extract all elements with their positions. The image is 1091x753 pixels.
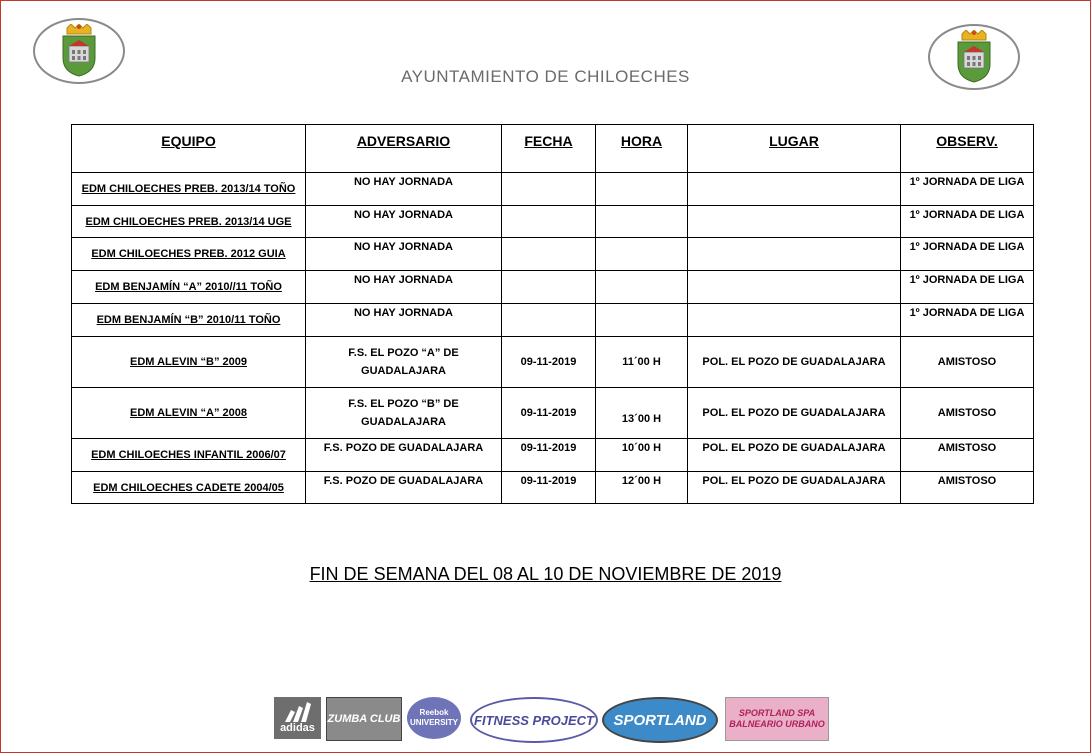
notes-cell: 1º JORNADA DE LIGA (901, 238, 1034, 271)
opponent-cell: F.S. POZO DE GUADALAJARA (306, 472, 502, 504)
fitness-project-logo-icon: FITNESS PROJECT (470, 697, 598, 743)
opponent-cell: NO HAY JORNADA (306, 206, 502, 238)
opponent-cell: F.S. EL POZO “B” DE GUADALAJARA (306, 388, 502, 439)
time-cell (596, 304, 688, 337)
date-cell: 09-11-2019 (502, 337, 596, 388)
column-header-observ: OBSERV. (901, 125, 1034, 173)
place-cell: POL. EL POZO DE GUADALAJARA (688, 472, 901, 504)
sportland-spa-logo-icon: SPORTLAND SPA BALNEARIO URBANO (725, 697, 829, 741)
table-row (72, 173, 1034, 206)
adidas-stripes-icon (283, 702, 313, 722)
place-cell: POL. EL POZO DE GUADALAJARA (688, 388, 901, 439)
opponent-cell: NO HAY JORNADA (306, 238, 502, 271)
table-row (72, 388, 1034, 439)
table-row (72, 206, 1034, 238)
notes-cell: AMISTOSO (901, 472, 1034, 504)
zumba-club-logo-icon: ZUMBA CLUB (326, 697, 402, 741)
notes-cell: 1º JORNADA DE LIGA (901, 304, 1034, 337)
column-header-equipo: EQUIPO (72, 125, 306, 173)
table-row (72, 271, 1034, 304)
time-cell (596, 206, 688, 238)
date-cell: 09-11-2019 (502, 388, 596, 439)
date-cell (502, 206, 596, 238)
adidas-logo-icon: adidas (274, 697, 321, 739)
time-cell (596, 271, 688, 304)
time-cell: 13´00 H (596, 388, 688, 439)
page-title: AYUNTAMIENTO DE CHILOECHES (401, 67, 690, 86)
date-cell (502, 271, 596, 304)
date-cell: 09-11-2019 (502, 472, 596, 504)
date-cell (502, 304, 596, 337)
place-cell: POL. EL POZO DE GUADALAJARA (688, 337, 901, 388)
opponent-cell: NO HAY JORNADA (306, 173, 502, 206)
notes-cell: 1º JORNADA DE LIGA (901, 271, 1034, 304)
table-row (72, 304, 1034, 337)
team-cell: EDM CHILOECHES INFANTIL 2006/07 (72, 439, 306, 472)
notes-cell: 1º JORNADA DE LIGA (901, 173, 1034, 206)
time-cell: 10´00 H (596, 439, 688, 472)
reebok-logo-icon: Reebok UNIVERSITY (407, 697, 461, 739)
opponent-cell: F.S. POZO DE GUADALAJARA (306, 439, 502, 472)
table-row (72, 439, 1034, 472)
date-cell (502, 238, 596, 271)
place-cell: POL. EL POZO DE GUADALAJARA (688, 439, 901, 472)
notes-cell: AMISTOSO (901, 388, 1034, 439)
column-header-adversario: ADVERSARIO (306, 125, 502, 173)
table-row (72, 238, 1034, 271)
table-row (72, 472, 1034, 504)
notes-cell: AMISTOSO (901, 439, 1034, 472)
place-cell (688, 271, 901, 304)
time-cell (596, 173, 688, 206)
team-cell: EDM CHILOECHES PREB. 2013/14 TOÑO (72, 173, 306, 206)
weekend-heading: FIN DE SEMANA DEL 08 AL 10 DE NOVIEMBRE DE 2019 (309, 564, 782, 584)
sportland-logo-icon: SPORTLAND (602, 697, 718, 743)
table-header-row (72, 125, 1034, 173)
table-row (72, 337, 1034, 388)
team-cell: EDM BENJAMÍN “B” 2010/11 TOÑO (72, 304, 306, 337)
team-cell: EDM CHILOECHES CADETE 2004/05 (72, 472, 306, 504)
match-schedule-table (71, 124, 1034, 504)
time-cell: 12´00 H (596, 472, 688, 504)
opponent-cell: NO HAY JORNADA (306, 271, 502, 304)
column-header-lugar: LUGAR (688, 125, 901, 173)
date-cell (502, 173, 596, 206)
team-cell: EDM BENJAMÍN “A” 2010//11 TOÑO (72, 271, 306, 304)
place-cell (688, 173, 901, 206)
place-cell (688, 238, 901, 271)
team-cell: EDM CHILOECHES PREB. 2013/14 UGE (72, 206, 306, 238)
date-cell: 09-11-2019 (502, 439, 596, 472)
team-cell: EDM ALEVIN “B” 2009 (72, 337, 306, 388)
opponent-cell: F.S. EL POZO “A” DE GUADALAJARA (306, 337, 502, 388)
opponent-cell: NO HAY JORNADA (306, 304, 502, 337)
team-cell: EDM CHILOECHES PREB. 2012 GUIA (72, 238, 306, 271)
place-cell (688, 206, 901, 238)
place-cell (688, 304, 901, 337)
time-cell: 11´00 H (596, 337, 688, 388)
time-cell (596, 238, 688, 271)
column-header-hora: HORA (596, 125, 688, 173)
team-cell: EDM ALEVIN “A” 2008 (72, 388, 306, 439)
notes-cell: AMISTOSO (901, 337, 1034, 388)
notes-cell: 1º JORNADA DE LIGA (901, 206, 1034, 238)
column-header-fecha: FECHA (502, 125, 596, 173)
